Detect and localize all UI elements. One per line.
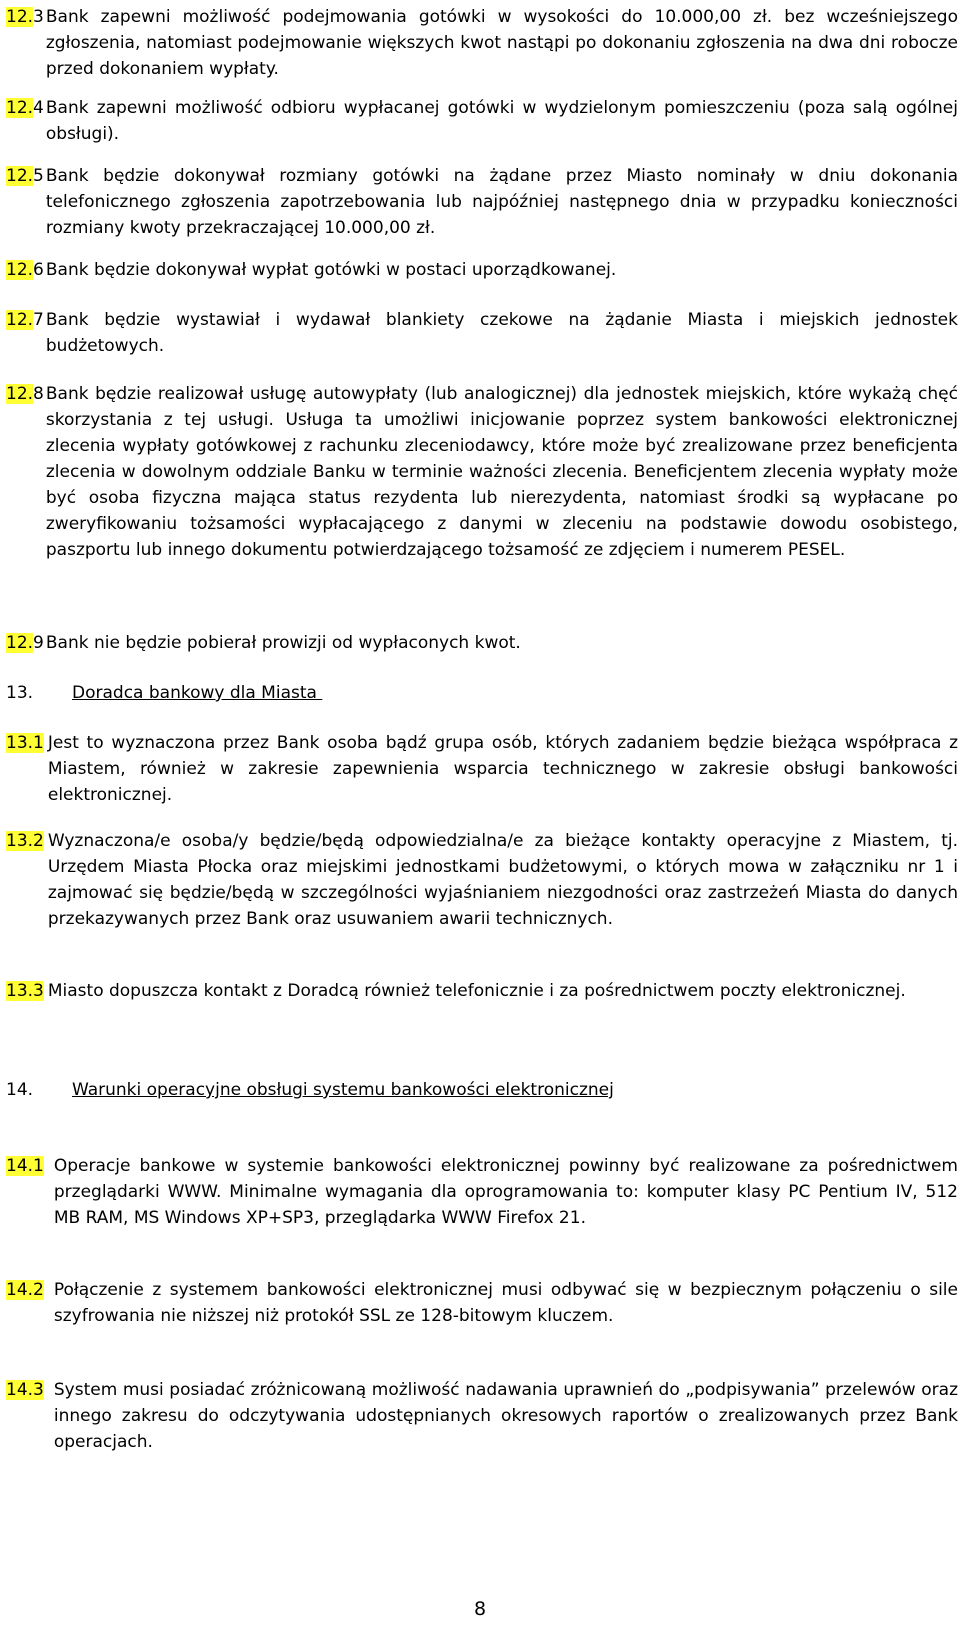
section-number: 14. [6,1080,34,1100]
paragraph-14-3 [6,1377,958,1455]
paragraph-number: 14.2 [6,1280,44,1300]
paragraph-12-4 [6,95,958,147]
paragraph-text: Bank będzie dokonywał rozmiany gotówki na żądane przez Miasto nominały w dniu dokonania telefonicznego zgłoszenia zapotrzebowania lub najpóźniej następnego dnia w przypadku konieczności rozmiany kwoty przekraczającej 10.000,00 zł. [45,166,958,238]
section-title: Doradca bankowy dla Miasta [72,683,323,703]
paragraph-13-3 [6,978,958,1004]
paragraph-number: 12.5 [6,166,44,186]
paragraph-text: Bank zapewni możliwość podejmowania gotówki w wysokości do 10.000,00 zł. bez wcześniejszego zgłoszenia, natomiast podejmowanie większych kwot nastąpi po dokonaniu zgłoszenia na dwa dni robocze przed dokonaniem wypłaty. [45,7,958,79]
paragraph-number: 13.1 [6,733,44,753]
paragraph-12-3 [6,4,958,82]
paragraph-12-8 [6,381,958,563]
paragraph-number: 12.8 [6,384,44,404]
paragraph-13-2 [6,828,958,932]
paragraph-number: 14.3 [6,1380,44,1400]
paragraph-text: Bank nie będzie pobierał prowizji od wypłaconych kwot. [45,633,521,653]
section-title: Warunki operacyjne obsługi systemu bankowości elektronicznej [72,1080,614,1100]
paragraph-14-2 [6,1277,958,1329]
paragraph-text: Operacje bankowe w systemie bankowości elektronicznej powinny być realizowane za pośrednictwem przeglądarki WWW. Minimalne wymagania dla oprogramowania to: komputer klasy PC Pentium IV, 512 MB RAM, MS Windows XP+SP3, przeglądarka WWW Firefox 21. [53,1156,958,1228]
paragraph-number: 12.4 [6,98,44,118]
paragraph-12-9 [6,630,958,656]
paragraph-number: 13.3 [6,981,44,1001]
paragraph-text: Wyznaczona/e osoba/y będzie/będą odpowiedzialna/e za bieżące kontakty operacyjne z Miastem, tj. Urzędem Miasta Płocka oraz miejskimi jednostkami budżetowymi, o których mowa w załączniku nr 1 i zajmować się będzie/będą w szczególności wyjaśnianiem niezgodności oraz zastrzeżeń Miasta do danych przekazywanych przez Bank oraz usuwaniem awarii technicznych. [47,831,958,929]
paragraph-number: 12.7 [6,310,44,330]
paragraph-number: 14.1 [6,1156,44,1176]
paragraph-text: System musi posiadać zróżnicowaną możliwość nadawania uprawnień do „podpisywania” przelewów oraz innego zakresu do odczytywania udostępnianych okresowych raportów o zrealizowanych przez Bank operacjach. [53,1380,958,1452]
paragraph-text: Miasto dopuszcza kontakt z Doradcą również telefonicznie i za pośrednictwem poczty elektronicznej. [47,981,906,1001]
section-heading-13 [6,680,322,706]
paragraph-text: Bank będzie wystawiał i wydawał blankiety czekowe na żądanie Miasta i miejskich jednostek budżetowych. [45,310,958,356]
page-number: 8 [473,1598,487,1620]
paragraph-12-7 [6,307,958,359]
paragraph-13-1 [6,730,958,808]
paragraph-text: Jest to wyznaczona przez Bank osoba bądź grupa osób, których zadaniem będzie bieżąca współpraca z Miastem, również w zakresie zapewnienia wsparcia technicznego w zakresie obsługi bankowości elektronicznej. [47,733,958,805]
paragraph-12-6 [6,257,958,283]
paragraph-text: Bank będzie dokonywał wypłat gotówki w postaci uporządkowanej. [45,260,617,280]
paragraph-text: Bank będzie realizował usługę autowypłaty (lub analogicznej) dla jednostek miejskich, które wykażą chęć skorzystania z tej usługi. Usługa ta umożliwi inicjowanie poprzez system bankowości elektronicznej zlecenia wypłaty gotówkowej z rachunku zleceniodawcy, które może być zrealizowane przez beneficjenta zlecenia w dowolnym oddziale Banku w terminie ważności zlecenia. Beneficjentem zlecenia wypłaty może być osoba fizyczna mająca status rezydenta lub nierezydenta, natomiast środki są wypłacane po zweryfikowaniu tożsamości wypłacającego z danymi w zleceniu na podstawie dowodu osobistego, paszportu lub innego dokumentu potwierdzającego tożsamość ze zdjęciem i numerem PESEL. [45,384,958,560]
paragraph-14-1 [6,1153,958,1231]
paragraph-number: 12.6 [6,260,44,280]
paragraph-12-5 [6,163,958,241]
section-heading-14 [6,1077,614,1103]
paragraph-number: 12.3 [6,7,44,27]
paragraph-text: Bank zapewni możliwość odbioru wypłacanej gotówki w wydzielonym pomieszczeniu (poza salą ogólnej obsługi). [45,98,958,144]
section-number: 13. [6,683,34,703]
paragraph-text: Połączenie z systemem bankowości elektronicznej musi odbywać się w bezpiecznym połączeniu o sile szyfrowania nie niższej niż protokół SSL ze 128-bitowym kluczem. [53,1280,958,1326]
paragraph-number: 12.9 [6,633,44,653]
paragraph-number: 13.2 [6,831,44,851]
